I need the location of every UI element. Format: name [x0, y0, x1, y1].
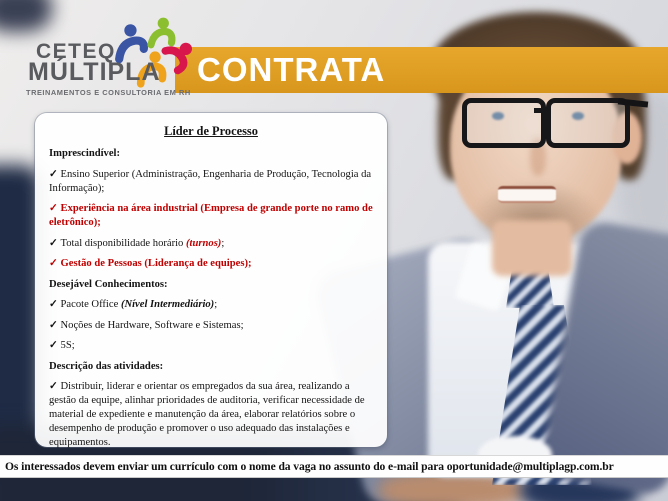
- card-check-item: ✓ Experiência na área industrial (Empresa de grande porte no ramo de eletrônico);: [49, 203, 373, 229]
- footer-apply-instructions: Os interessados devem enviar um currículo com o nome da vaga no assunto do e-mail para oportunidade@multiplagp.com.br: [5, 460, 614, 473]
- card-check-item: ✓ Total disponibilidade horário (turnos);: [49, 237, 225, 249]
- figure-green: [151, 18, 172, 45]
- card-section-heading: Imprescindível:: [49, 148, 121, 160]
- check-icon: ✓: [49, 381, 61, 392]
- card-section-heading: Descrição das atividades:: [49, 360, 164, 372]
- card-check-item: ✓ Noções de Hardware, Software e Sistemas;: [49, 319, 244, 331]
- figure-blue: [119, 24, 144, 59]
- glasses-right-lens: [546, 98, 630, 148]
- glasses-bridge: [534, 108, 548, 113]
- card-check-item: ✓ 5S;: [49, 340, 75, 352]
- glasses-left-lens: [462, 98, 546, 148]
- check-icon: ✓: [49, 319, 61, 331]
- figure-red: [165, 43, 192, 71]
- card-check-item: ✓ Gestão de Pessoas (Liderança de equipes);: [49, 258, 252, 270]
- logo-tagline: TREINAMENTOS E CONSULTORIA EM RH: [26, 88, 191, 97]
- check-icon: ✓: [49, 203, 61, 215]
- job-card-items: [49, 147, 373, 449]
- logo-name-line2: MÚLTIPLA: [28, 58, 161, 86]
- check-icon: ✓: [49, 237, 61, 249]
- card-check-item: ✓ Ensino Superior (Administração, Engenharia de Produção, Tecnologia da Informação);: [49, 168, 372, 194]
- banner-label: CONTRATA: [197, 51, 386, 88]
- man-neck: [492, 220, 572, 276]
- card-check-item: ✓ Distribuir, liderar e orientar os empregados da sua área, realizando a gestão da equipe, alinhar prioridades de auditoria, verificar necessidade de material de expediente e manutenção da área, elaborar relatórios sobre o desempenho de produção e promover o uso adequado das instalações e equipamentos.: [49, 381, 365, 448]
- company-logo: [18, 12, 198, 108]
- job-title: Líder de Processo: [164, 124, 258, 138]
- check-icon: ✓: [49, 340, 61, 352]
- check-icon: ✓: [49, 299, 61, 311]
- man-mouth: [498, 186, 556, 203]
- card-section-heading: Desejável Conhecimentos:: [49, 278, 168, 290]
- check-icon: ✓: [49, 168, 61, 180]
- logo-name-line1: CETEQ: [36, 40, 116, 63]
- card-check-item: ✓ Pacote Office (Nível Intermediário);: [49, 299, 218, 311]
- contrata-banner: [175, 47, 668, 93]
- footer-bar: [0, 455, 668, 478]
- job-card: [35, 113, 387, 447]
- check-icon: ✓: [49, 258, 61, 270]
